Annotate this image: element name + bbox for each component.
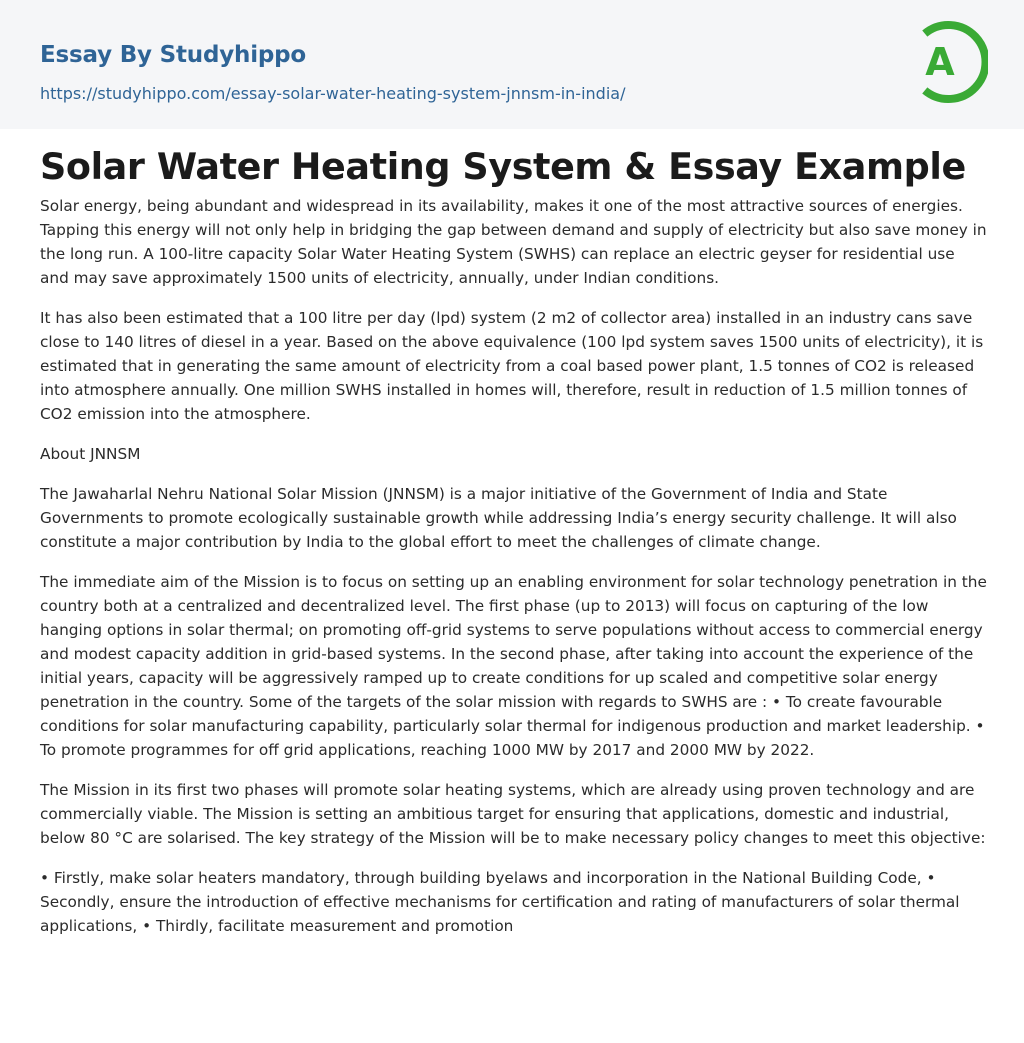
essay-paragraph: Solar energy, being abundant and widespread in its availability, makes it one of the most attractive sources of energies. Tapping this energy will not only help in bridging the gap between demand and supply of electricity but also save money in the long run. A 100-litre capacity Solar Water Heating System (SWHS) can replace an electric geyser for residential use and may save approximately 1500 units of electricity, annually, under Indian conditions. <box>40 197 987 287</box>
essay-paragraph: It has also been estimated that a 100 litre per day (lpd) system (2 m2 of collector area) installed in an industry cans save close to 140 litres of diesel in a year. Based on the above equivalence (100 lpd system saves 1500 units of electricity), it is estimated that in generating the same amount of electricity from a coal based power plant, 1.5 tonnes of CO2 is released into atmosphere annually. One million SWHS installed in homes will, therefore, result in reduction of 1.5 million tonnes of CO2 emission into the atmosphere. <box>40 309 984 423</box>
logo-letter: A <box>925 40 955 84</box>
studyhippo-logo-icon[interactable] <box>908 18 988 106</box>
essay-body <box>40 194 988 954</box>
source-url-link[interactable]: https://studyhippo.com/essay-solar-water-heating-system-jnnsm-in-india/ <box>40 84 626 103</box>
page-title: Solar Water Heating System & Essay Example <box>40 145 966 188</box>
site-title[interactable]: Essay By Studyhippo <box>40 42 307 68</box>
essay-paragraph: The Jawaharlal Nehru National Solar Mission (JNNSM) is a major initiative of the Government of India and State Governments to promote ecologically sustainable growth while addressing India’s energy security challenge. It will also constitute a major contribution by India to the global effort to meet the challenges of climate change. <box>40 485 957 551</box>
section-heading-about-jnnsm: About JNNSM <box>40 445 141 463</box>
essay-paragraph: The immediate aim of the Mission is to focus on setting up an enabling environment for solar technology penetration in the country both at a centralized and decentralized level. The first phase (up to 2013) will focus on capturing of the low hanging options in solar thermal; on promoting off-grid systems to serve populations without access to commercial energy and modest capacity addition in grid-based systems. In the second phase, after taking into account the experience of the initial years, capacity will be aggressively ramped up to create conditions for up scaled and competitive solar energy penetration in the country. Some of the targets of the solar mission with regards to SWHS are : • To create favourable conditions for solar manufacturing capability, particularly solar thermal for indigenous production and market leadership. • To promote programmes for off grid applications, reaching 1000 MW by 2017 and 2000 MW by 2022. <box>40 573 987 759</box>
essay-paragraph: The Mission in its first two phases will promote solar heating systems, which are already using proven technology and are commercially viable. The Mission is setting an ambitious target for ensuring that applications, domestic and industrial, below 80 °C are solarised. The key strategy of the Mission will be to make necessary policy changes to meet this objective: <box>40 781 986 847</box>
page-header <box>0 0 1024 129</box>
essay-paragraph: • Firstly, make solar heaters mandatory, through building byelaws and incorporation in the National Building Code, • Secondly, ensure the introduction of effective mechanisms for certification and rating of manufacturers of solar thermal applications, • Thirdly, facilitate measurement and promotion <box>40 869 960 935</box>
